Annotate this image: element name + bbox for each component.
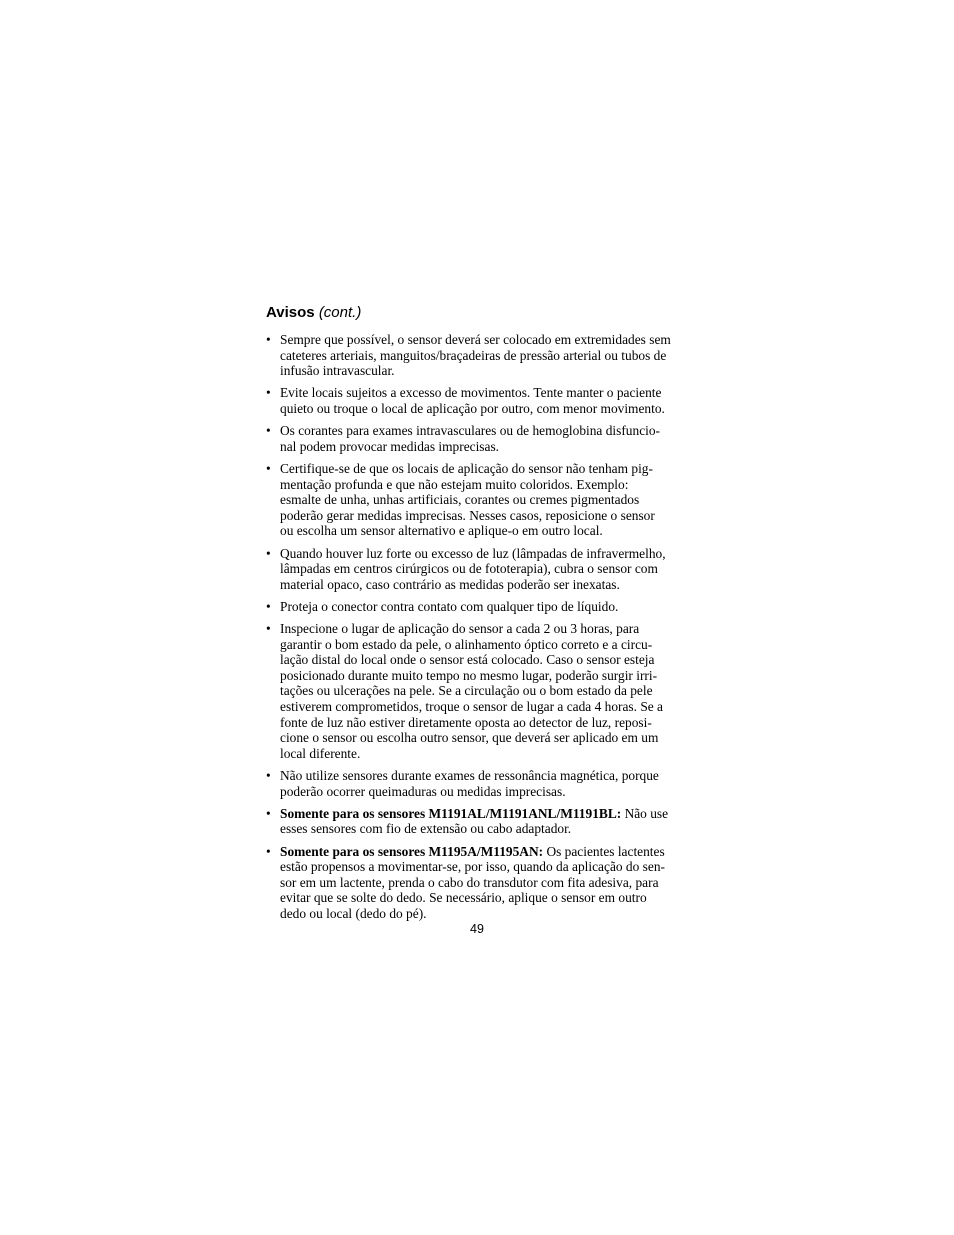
bullet-icon: • [266, 805, 271, 821]
bullet-icon: • [266, 385, 271, 401]
warning-item [265, 546, 687, 593]
warning-sensor-models: Somente para os sensores M1195A/M1195AN: [280, 843, 544, 859]
warning-line: local diferente. [280, 745, 361, 761]
warning-sensor-models: Somente para os sensores M1191AL/M1191ANL/M1191BL: [280, 805, 622, 821]
warning-item [265, 423, 687, 454]
heading-title: Avisos [266, 304, 315, 321]
warning-line: ou escolha um sensor alternativo e aplique-o em outro local. [280, 523, 603, 539]
warning-line: tações ou ulcerações na pele. Se a circulação ou o bom estado da pele [280, 683, 653, 699]
warning-line: posicionado durante muito tempo no mesmo lugar, poderão surgir irri- [280, 667, 658, 683]
warning-line: sor em um lactente, prenda o cabo do transdutor com fita adesiva, para [280, 874, 659, 890]
warning-line: quieto ou troque o local de aplicação por outro, com menor movimento. [280, 400, 665, 416]
warning-line: lâmpadas em centros cirúrgicos ou de fototerapia), cubra o sensor com [280, 561, 658, 577]
warning-line [280, 806, 687, 822]
warning-line: Inspecione o lugar de aplicação do sensor a cada 2 ou 3 horas, para [280, 621, 640, 637]
warning-line: Quando houver luz forte ou excesso de luz (lâmpadas de infravermelho, [280, 545, 666, 561]
bullet-icon: • [266, 545, 271, 561]
warning-line: Proteja o conector contra contato com qualquer tipo de líquido. [280, 598, 619, 614]
warning-line: Certifique-se de que os locais de aplicação do sensor não tenham pig- [280, 460, 653, 476]
warning-line: esmalte de unha, unhas artificiais, corantes ou cremes pigmentados [280, 492, 640, 508]
warning-line: cione o sensor ou escolha outro sensor, que deverá ser aplicado em um [280, 730, 659, 746]
warning-line: estiverem comprometidos, troque o sensor de lugar a cada 4 horas. Se a [280, 699, 663, 715]
warning-line: cateteres arteriais, manguitos/braçadeiras de pressão arterial ou tubos de [280, 347, 667, 363]
warning-item [265, 621, 687, 761]
warning-line: Evite locais sujeitos a excesso de movimentos. Tente manter o paciente [280, 385, 662, 401]
page-number: 49 [470, 922, 484, 936]
heading-subtitle: (cont.) [318, 304, 362, 321]
warning-text: Os pacientes lactentes [543, 843, 665, 859]
warning-line: garantir o bom estado da pele, o alinhamento óptico correto e a circu- [280, 636, 653, 652]
bullet-icon: • [266, 843, 271, 859]
warning-line: fonte de luz não estiver diretamente oposta ao detector de luz, reposi- [280, 714, 652, 730]
warning-line: material opaco, caso contrário as medidas poderão ser inexatas. [280, 576, 620, 592]
warning-item [265, 806, 687, 837]
warning-line: mentação profunda e que não estejam muito coloridos. Exemplo: [280, 476, 629, 492]
bullet-icon: • [266, 598, 271, 614]
warning-item [265, 385, 687, 416]
warning-line [280, 844, 687, 860]
warning-line: infusão intravascular. [280, 363, 395, 379]
warning-item [265, 768, 687, 799]
bullet-icon: • [266, 332, 271, 347]
warning-item [265, 844, 687, 922]
warning-item [265, 332, 687, 379]
warning-text: Não use [621, 805, 669, 821]
bullet-icon: • [266, 460, 271, 476]
bullet-icon: • [266, 621, 271, 637]
warning-line: lação distal do local onde o sensor está colocado. Caso o sensor esteja [280, 652, 655, 668]
bullet-icon: • [266, 423, 271, 439]
warnings-list [265, 332, 687, 922]
section-heading [266, 303, 687, 323]
warning-line: evitar que se solte do dedo. Se necessário, aplique o sensor em outro [280, 890, 647, 906]
warning-line: esses sensores com fio de extensão ou cabo adaptador. [280, 821, 572, 837]
page-content [265, 303, 687, 928]
warning-line: nal podem provocar medidas imprecisas. [280, 438, 500, 454]
bullet-icon: • [266, 768, 271, 783]
warning-item [265, 461, 687, 539]
warning-line: estão propensos a movimentar-se, por isso, quando da aplicação do sen- [280, 859, 665, 875]
warning-line: Não utilize sensores durante exames de ressonância magnética, porque [280, 768, 659, 783]
warning-item [265, 599, 687, 615]
warning-line: Sempre que possível, o sensor deverá ser colocado em extremidades sem [280, 332, 671, 347]
warning-line: dedo ou local (dedo do pé). [280, 905, 427, 921]
warning-line: Os corantes para exames intravasculares ou de hemoglobina disfuncio- [280, 423, 661, 439]
warning-line: poderão ocorrer queimaduras ou medidas imprecisas. [280, 783, 566, 799]
warning-line: poderão gerar medidas imprecisas. Nesses casos, reposicione o sensor [280, 507, 655, 523]
